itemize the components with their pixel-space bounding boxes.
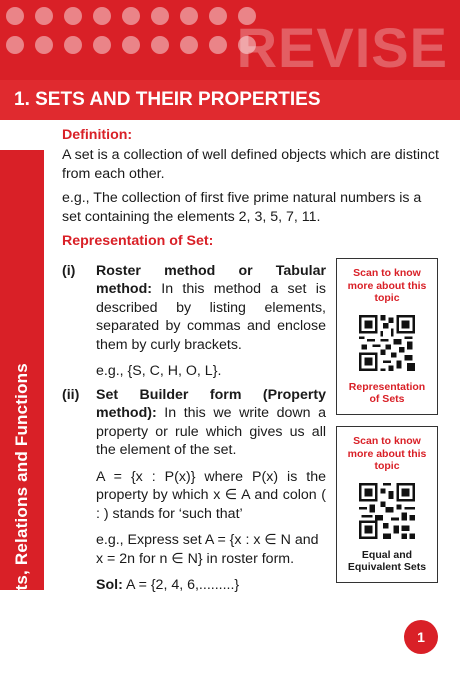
header-banner	[0, 0, 460, 80]
unit-side-tab	[0, 150, 44, 677]
roster-text: In this method a set is described by listing elements, separated by commas and enclose them by curly brackets.	[96, 281, 326, 353]
builder-formula: A = {x : P(x)} where P(x) is the property by which x ∈ A and colon ( : ) stands for ‘such that’	[96, 468, 326, 522]
roster-title: Roster method or Tabular method:	[96, 263, 326, 298]
qr-scan-text: Scan to know more about this topic	[347, 267, 427, 305]
roster-method-item	[62, 262, 326, 381]
definition-heading: Definition:	[62, 127, 133, 143]
qr-scan-text: Scan to know more about this topic	[347, 435, 427, 473]
builder-example: e.g., Express set A = {x : x ∈ N and x = 2n for n ∈ N} in roster form.	[96, 532, 319, 567]
qr-code-icon[interactable]	[359, 483, 415, 539]
qr-box-representation[interactable]	[336, 258, 438, 415]
item-number: (i)	[62, 263, 76, 279]
page-number: 1	[404, 620, 438, 654]
definition-block	[62, 126, 442, 251]
revise-watermark: REVISE	[236, 16, 448, 79]
solution-text: A = {2, 4, 6,.........}	[125, 577, 240, 594]
unit-label: Unit - I: Sets, Relations and Functions	[12, 363, 31, 677]
qr-box-equal-sets[interactable]	[336, 426, 438, 583]
qr-caption: Equal and Equivalent Sets	[347, 548, 427, 574]
definition-example: e.g., The collection of first five prime natural numbers is a set containing the elements 2, 3, 5, 7, 11.	[62, 190, 422, 225]
builder-text: In this we write down a property or rule which gives us all the element of the set.	[96, 405, 326, 459]
section-title: 1. SETS AND THEIR PROPERTIES	[0, 80, 460, 120]
representation-heading: Representation of Set:	[62, 233, 214, 250]
solution-label: Sol:	[96, 577, 123, 594]
dot-pattern	[6, 7, 276, 65]
qr-code-icon[interactable]	[359, 315, 415, 371]
qr-caption: Representation of Sets	[348, 380, 426, 406]
definition-text: A set is a collection of well defined objects which are distinct from each other.	[62, 147, 439, 182]
roster-example: e.g., {S, C, H, O, L}.	[96, 363, 222, 380]
item-number: (ii)	[62, 387, 80, 403]
builder-title: Set Builder form (Property method):	[96, 387, 326, 422]
set-builder-item	[62, 386, 326, 595]
builder-solution	[96, 576, 326, 594]
